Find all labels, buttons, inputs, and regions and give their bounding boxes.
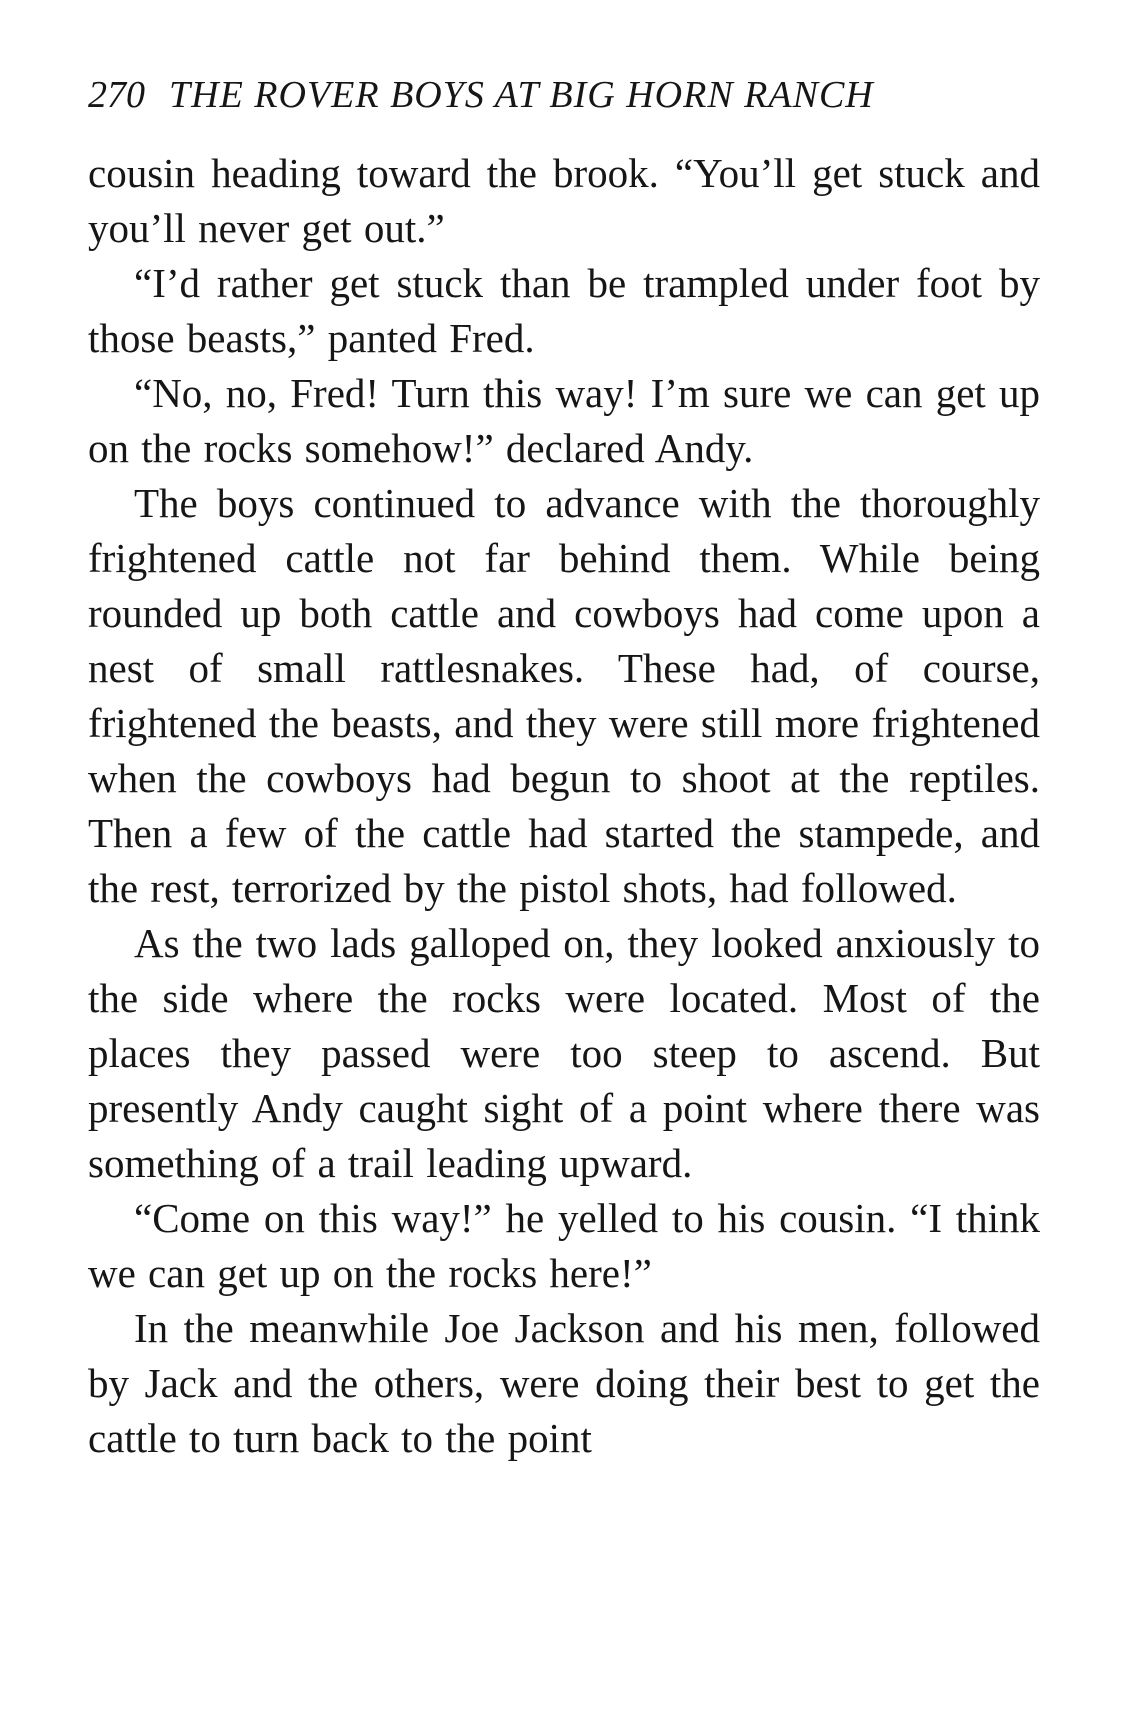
page-number: 270 [88, 74, 145, 116]
book-page [88, 60, 1040, 1466]
paragraph: “No, no, Fred! Turn this way! I’m sure we can get up on the rocks somehow!” declared Andy. [88, 370, 1040, 471]
running-title: THE ROVER BOYS AT BIG HORN RANCH [169, 74, 874, 116]
paragraph-continued: cousin heading toward the brook. “You’ll get stuck and you’ll never get out.” [88, 150, 1040, 251]
running-head [88, 60, 1040, 130]
paragraph: “I’d rather get stuck than be trampled under foot by those beasts,” panted Fred. [88, 260, 1040, 361]
paragraph: The boys continued to advance with the thoroughly frightened cattle not far behind them. While being rounded up both cattle and cowboys had come upon a nest of small rattlesnakes. These had, of course, frightened the beasts, and they were still more frightened when the cowboys had begun to shoot at the reptiles. Then a few of the cattle had started the stampede, and the rest, terrorized by the pistol shots, had followed. [88, 480, 1040, 911]
paragraph: In the meanwhile Joe Jackson and his men, followed by Jack and the others, were doing their best to get the cattle to turn back to the point [88, 1305, 1040, 1461]
paragraph: “Come on this way!” he yelled to his cousin. “I think we can get up on the rocks here!” [88, 1195, 1040, 1296]
paragraph: As the two lads galloped on, they looked anxiously to the side where the rocks were located. Most of the places they passed were too steep to ascend. But presently Andy caught sight of a point where there was something of a trail leading upward. [88, 920, 1040, 1186]
body-text [88, 146, 1040, 1466]
